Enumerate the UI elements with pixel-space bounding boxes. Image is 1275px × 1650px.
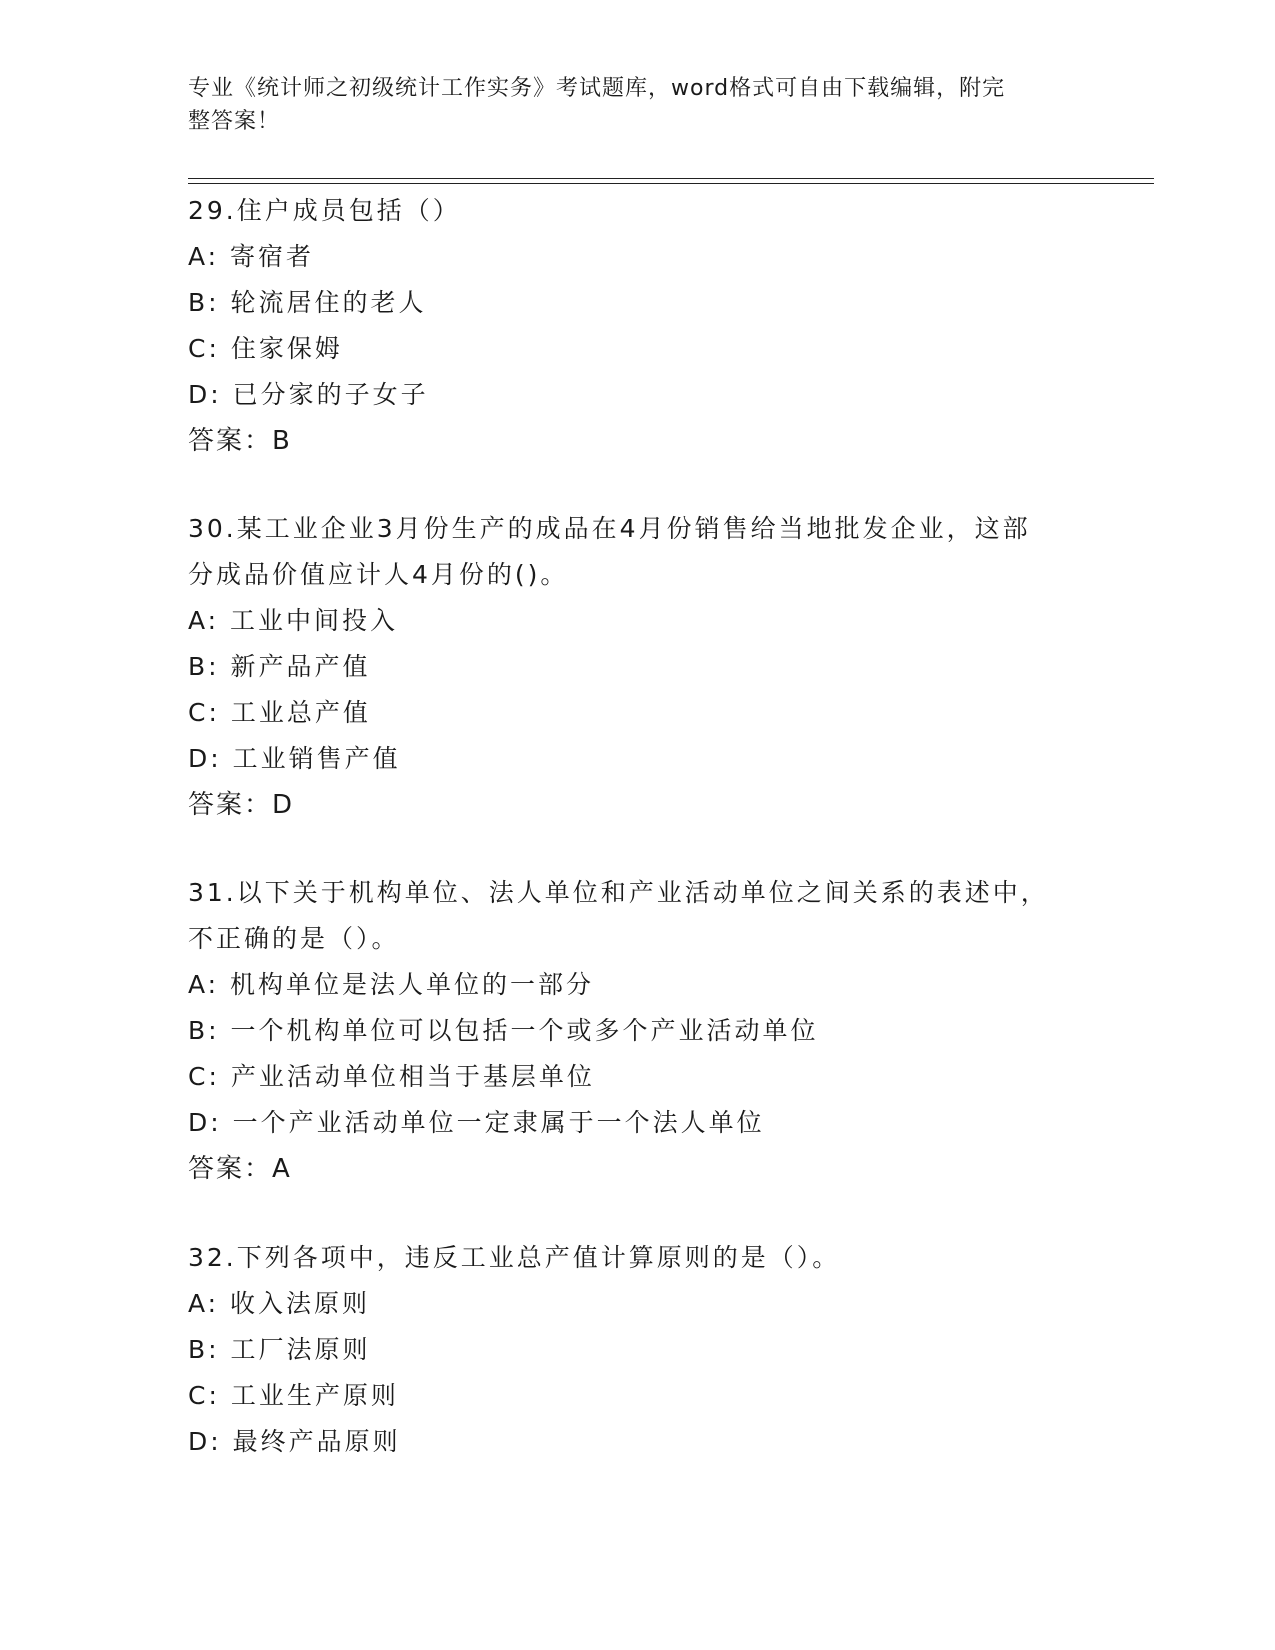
- option-a: A: 机构单位是法人单位的一部分: [188, 970, 595, 999]
- option-b: B: 工厂法原则: [188, 1335, 371, 1364]
- option-d: D: 工业销售产值: [188, 744, 401, 773]
- option-a: A: 寄宿者: [188, 242, 315, 271]
- option-b: B: 新产品产值: [188, 652, 371, 681]
- document-header: [188, 72, 1078, 138]
- option-d: D: 一个产业活动单位一定隶属于一个法人单位: [188, 1108, 765, 1137]
- answer-line: 答案：D: [188, 790, 295, 820]
- question-stem-line-2: 不正确的是（）。: [188, 924, 400, 953]
- option-a: A: 工业中间投入: [188, 606, 399, 635]
- question-32: [188, 1235, 1088, 1465]
- question-30: [188, 506, 1088, 828]
- question-stem-line-1: 31.以下关于机构单位、法人单位和产业活动单位之间关系的表述中，: [188, 878, 1049, 907]
- header-divider-top: [188, 178, 1154, 179]
- header-line-1: 专业《统计师之初级统计工作实务》考试题库，word格式可自由下载编辑，附完: [188, 76, 1006, 101]
- header-line-2: 整答案！: [188, 109, 281, 134]
- answer-line: 答案：A: [188, 1154, 292, 1184]
- option-b: B: 一个机构单位可以包括一个或多个产业活动单位: [188, 1016, 819, 1045]
- question-29: [188, 188, 1088, 464]
- question-stem-line-1: 30.某工业企业3月份生产的成品在4月份销售给当地批发企业，这部: [188, 514, 1031, 543]
- option-a: A: 收入法原则: [188, 1289, 371, 1318]
- option-d: D: 最终产品原则: [188, 1427, 401, 1456]
- question-stem: 32.下列各项中，违反工业总产值计算原则的是（）。: [188, 1243, 841, 1272]
- option-d: D: 已分家的子女子: [188, 380, 429, 409]
- question-stem-line-2: 分成品价值应计人4月份的()。: [188, 560, 569, 589]
- question-31: [188, 870, 1088, 1192]
- option-b: B: 轮流居住的老人: [188, 288, 427, 317]
- option-c: C: 工业总产值: [188, 698, 371, 727]
- answer-line: 答案：B: [188, 426, 292, 456]
- question-stem: 29.住户成员包括（）: [188, 196, 461, 225]
- option-c: C: 住家保姆: [188, 334, 343, 363]
- option-c: C: 工业生产原则: [188, 1381, 399, 1410]
- header-divider-bottom: [188, 183, 1154, 184]
- option-c: C: 产业活动单位相当于基层单位: [188, 1062, 595, 1091]
